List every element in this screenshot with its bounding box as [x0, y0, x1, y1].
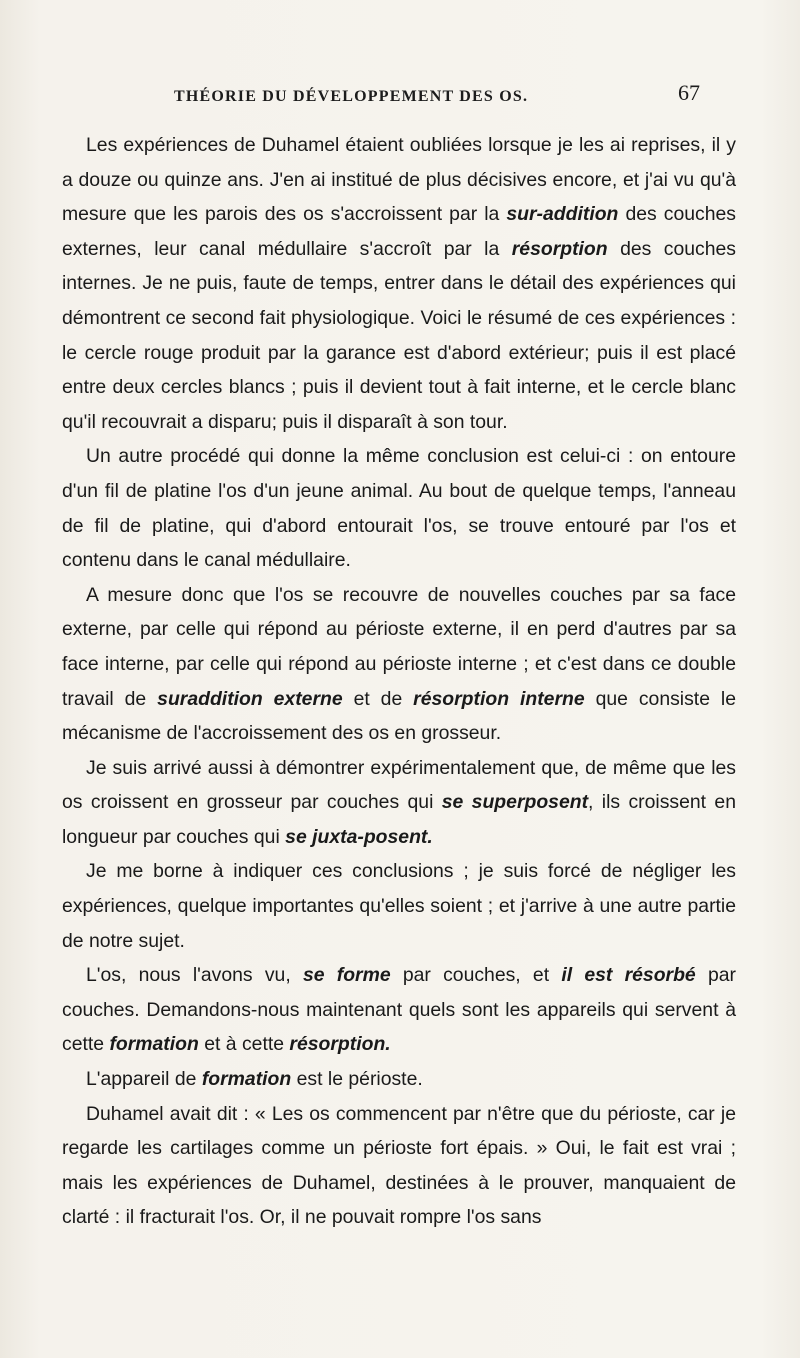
- italic-text: résorption: [511, 237, 608, 260]
- italic-text: se forme: [302, 964, 391, 987]
- paragraph: [62, 128, 736, 439]
- italic-text: il est résorbé: [561, 964, 696, 987]
- text-run: des couches internes. Je ne puis, faute de temps, entrer dans le détail des expériences qui démontrent ce second fait physiologique. Voici le résumé de ces expériences : le cercle rouge produit par la garance est d'abord extérieur; puis il est placé entre deux cercles blancs ; puis il devient tout à fait interne, et le cercle blanc qu'il recouvrait a disparu; puis il disparaît à son tour.: [62, 237, 737, 433]
- text-run: L'appareil de: [86, 1068, 202, 1091]
- page-header: [62, 80, 700, 116]
- paragraph: [62, 1097, 736, 1235]
- text-run: , ils croissent en longueur par couches qui: [62, 791, 736, 848]
- text-run: des couches externes, leur canal médullaire s'accroît par la: [62, 203, 736, 260]
- text-run: Je me borne à indiquer ces conclusions ; je suis forcé de négliger les expériences, quelque importantes qu'elles soient ; et j'arrive à une autre partie de notre sujet.: [62, 860, 736, 952]
- paragraph: [62, 578, 736, 751]
- text-run: par couches, et: [390, 964, 562, 987]
- paragraph: [62, 1062, 736, 1097]
- italic-text: résorption interne: [413, 687, 585, 710]
- paragraph: [62, 854, 736, 958]
- italic-text: suraddition externe: [157, 687, 343, 710]
- italic-text: formation: [109, 1033, 199, 1056]
- page-number: 67: [678, 80, 700, 105]
- paragraph: [62, 439, 736, 577]
- paragraph: [62, 958, 736, 1062]
- italic-text: se juxta-posent.: [285, 825, 433, 848]
- text-run: Duhamel avait dit : « Les os commencent par n'être que du périoste, car je regarde les cartilages comme un périoste fort épais. » Oui, le fait est vrai ; mais les expériences de Duhamel, destinées à le prouver, manquaient de clarté : il fracturait l'os. Or, il ne pouvait rompre l'os sans: [62, 1102, 736, 1229]
- body-text: [62, 128, 736, 1235]
- text-run: par couches. Demandons-nous maintenant quels sont les appareils qui servent à cette: [62, 964, 736, 1056]
- italic-text: se superposent: [441, 791, 589, 814]
- text-run: A mesure donc que l'os se recouvre de nouvelles couches par sa face externe, par celle qui répond au périoste externe, il en perd d'autres par sa face interne, par celle qui répond au périoste interne ; et c'est dans ce double travail de: [62, 583, 736, 710]
- running-title: THÉORIE DU DÉVELOPPEMENT DES OS.: [174, 88, 529, 105]
- text-run: et à cette: [198, 1033, 290, 1056]
- italic-text: sur-addition: [506, 203, 619, 226]
- italic-text: formation: [201, 1068, 292, 1091]
- text-run: L'os, nous l'avons vu,: [86, 964, 303, 987]
- paragraph: [62, 751, 736, 855]
- text-run: que consiste le mécanisme de l'accroissement des os en grosseur.: [62, 687, 736, 745]
- italic-text: résorption.: [289, 1033, 391, 1056]
- text-run: est le périoste.: [291, 1068, 423, 1091]
- text-run: Les expériences de Duhamel étaient oubliées lorsque je les ai reprises, il y a douze ou quinze ans. J'en ai institué de plus décisives encore, et j'ai vu qu'à mesure que les parois des os s'accroissent par la: [62, 134, 736, 226]
- text-run: Un autre procédé qui donne la même conclusion est celui-ci : on entoure d'un fil de platine l'os d'un jeune animal. Au bout de quelque temps, l'anneau de fil de platine, qui d'abord entourait l'os, se trouve entouré par l'os et contenu dans le canal médullaire.: [62, 445, 736, 572]
- text-run: Je suis arrivé aussi à démontrer expérimentalement que, de même que les os croissent en grosseur par couches qui: [62, 756, 736, 814]
- text-run: et de: [342, 687, 414, 710]
